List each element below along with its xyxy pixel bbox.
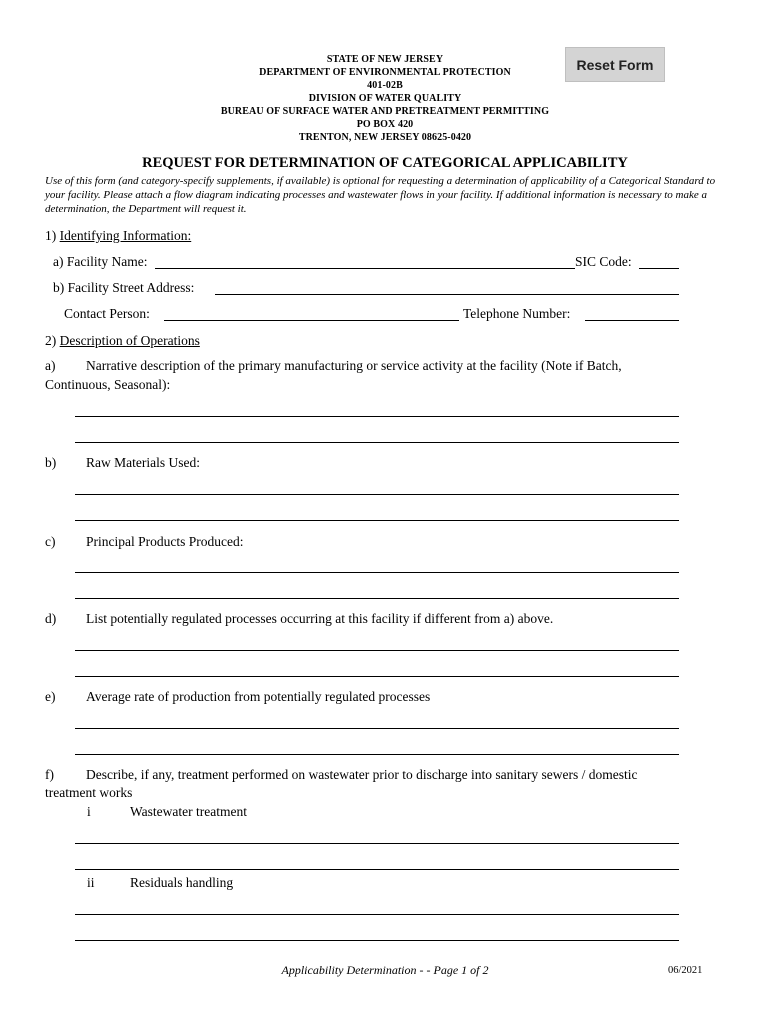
header-address: TRENTON, NEW JERSEY 08625-0420 — [298, 132, 472, 143]
item-b-field-line[interactable] — [75, 494, 679, 495]
item-e-field-line[interactable] — [75, 728, 679, 729]
contact-person-field[interactable] — [164, 320, 459, 321]
section2-title: Description of Operations — [59, 333, 200, 348]
item-e-letter: e) — [45, 689, 56, 704]
section2-number: 2) — [45, 333, 60, 348]
item-a-text-cont: Continuous, Seasonal): — [45, 377, 171, 392]
item-b-letter: b) — [45, 455, 57, 470]
facility-name-label: a) Facility Name: — [53, 254, 148, 269]
contact-person-label: Contact Person: — [64, 306, 150, 321]
item-e-text: Average rate of production from potentially regulated processes — [86, 689, 431, 704]
item-f-i-field-line[interactable] — [75, 869, 679, 870]
item-f-ii-text: Residuals handling — [130, 875, 234, 890]
item-f-ii-number: ii — [87, 875, 95, 890]
item-c-field-line[interactable] — [75, 598, 679, 599]
header-form-number: 401-02B — [367, 80, 403, 91]
revision-date: 06/2021 — [668, 965, 703, 976]
section1-title: Identifying Information: — [59, 228, 192, 243]
header-state: STATE OF NEW JERSEY — [326, 54, 444, 65]
telephone-field[interactable] — [585, 320, 679, 321]
item-d-field-line[interactable] — [75, 650, 679, 651]
item-a-letter: a) — [45, 358, 56, 373]
reset-form-button[interactable]: Reset Form — [565, 47, 665, 82]
section1-heading — [45, 227, 191, 244]
section2-heading — [45, 332, 200, 349]
header-department: DEPARTMENT OF ENVIRONMENTAL PROTECTION — [259, 67, 511, 78]
item-c-field-line[interactable] — [75, 572, 679, 573]
header-po-box: PO BOX 420 — [356, 119, 414, 130]
header-division: DIVISION OF WATER QUALITY — [308, 93, 462, 104]
item-d-field-line[interactable] — [75, 676, 679, 677]
item-a-field-line[interactable] — [75, 442, 679, 443]
sic-code-field[interactable] — [639, 268, 679, 269]
item-f-i-number: i — [87, 804, 91, 819]
item-b-text: Raw Materials Used: — [86, 455, 200, 470]
header-bureau: BUREAU OF SURFACE WATER AND PRETREATMENT PERMITTING — [220, 106, 550, 117]
item-f-text-cont: treatment works — [45, 785, 133, 800]
item-a-text: Narrative description of the primary manufacturing or service activity at the facility (Note if Batch, — [86, 358, 622, 373]
item-f-i-field-line[interactable] — [75, 843, 679, 844]
item-c-text: Principal Products Produced: — [86, 534, 244, 549]
item-b-field-line[interactable] — [75, 520, 679, 521]
facility-name-field[interactable] — [155, 268, 575, 269]
street-address-label: b) Facility Street Address: — [53, 280, 195, 295]
intro-text: Use of this form (and category-specify supplements, if available) is optional for requesting a determination of applicability of a Categorical Standard to your facility. Please attach a flow diagram indicating processes and wastewater flows in your facility. If additional information is necessary to make a determination, the Department will request it. — [45, 175, 716, 215]
item-f-i-text: Wastewater treatment — [130, 804, 247, 819]
sic-code-label: SIC Code: — [575, 254, 632, 269]
section1-number: 1) — [45, 228, 60, 243]
item-d-letter: d) — [45, 611, 57, 626]
item-a-field-line[interactable] — [75, 416, 679, 417]
item-f-ii-field-line[interactable] — [75, 914, 679, 915]
item-f-letter: f) — [45, 767, 54, 782]
item-f-ii-field-line[interactable] — [75, 940, 679, 941]
item-f-text: Describe, if any, treatment performed on wastewater prior to discharge into sanitary sewers / domestic — [86, 767, 638, 782]
item-d-text: List potentially regulated processes occurring at this facility if different from a) above. — [86, 611, 554, 626]
item-e-field-line[interactable] — [75, 754, 679, 755]
form-title: REQUEST FOR DETERMINATION OF CATEGORICAL APPLICABILITY — [142, 155, 628, 171]
page-footer: Applicability Determination - - Page 1 of 2 — [281, 963, 489, 977]
street-address-field[interactable] — [215, 294, 679, 295]
item-c-letter: c) — [45, 534, 56, 549]
telephone-label: Telephone Number: — [463, 306, 571, 321]
